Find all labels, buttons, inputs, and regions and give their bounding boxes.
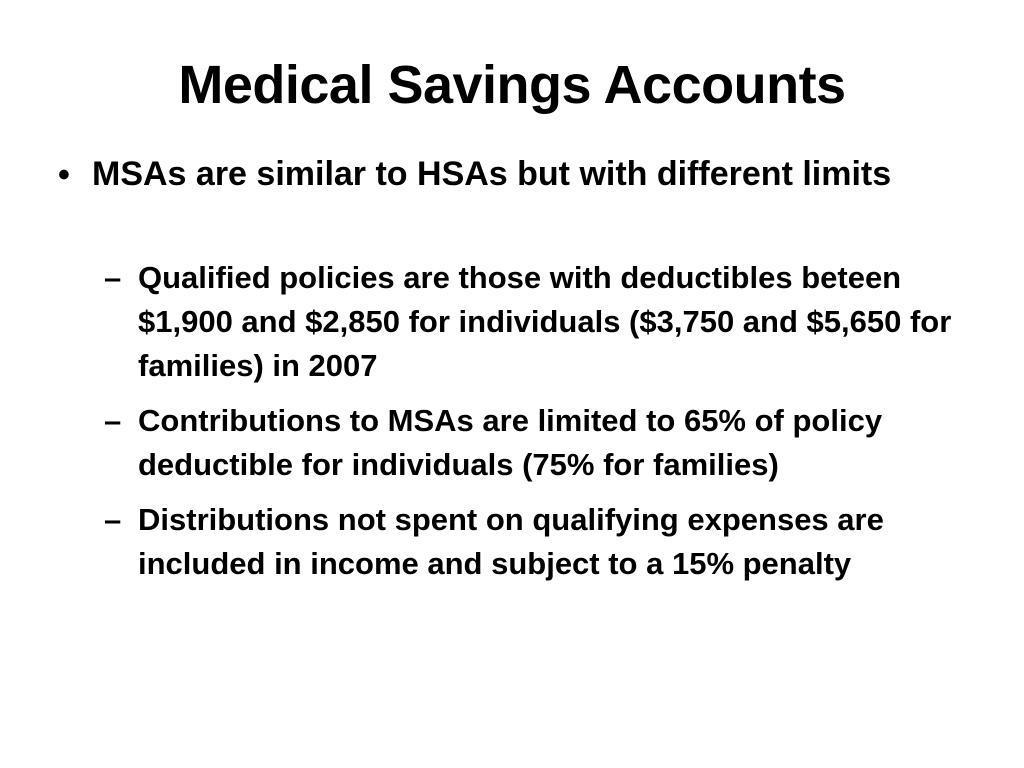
- sub-bullet-text: Qualified policies are those with deductibles beteen $1,900 and $2,850 for individuals ($3,750 and $5,650 for families) in 2007: [138, 260, 952, 383]
- dash-marker: –: [104, 403, 122, 438]
- dash-marker: –: [104, 260, 122, 295]
- slide-title: Medical Savings Accounts: [178, 55, 846, 115]
- sub-bullet-text: Contributions to MSAs are limited to 65% of policy deductible for individuals (75% for families): [138, 403, 883, 482]
- sub-bullet-item: [104, 256, 964, 388]
- sub-bullet-item: [104, 498, 964, 586]
- sub-bullet-item: [104, 399, 964, 487]
- bullet-text: MSAs are similar to HSAs but with different limits: [92, 155, 892, 193]
- sub-bullet-text: Distributions not spent on qualifying expenses are included in income and subject to a 15% penalty: [138, 502, 884, 581]
- bullet-marker: •: [58, 156, 70, 194]
- dash-marker: –: [104, 502, 122, 537]
- sub-bullet-list: [104, 256, 964, 597]
